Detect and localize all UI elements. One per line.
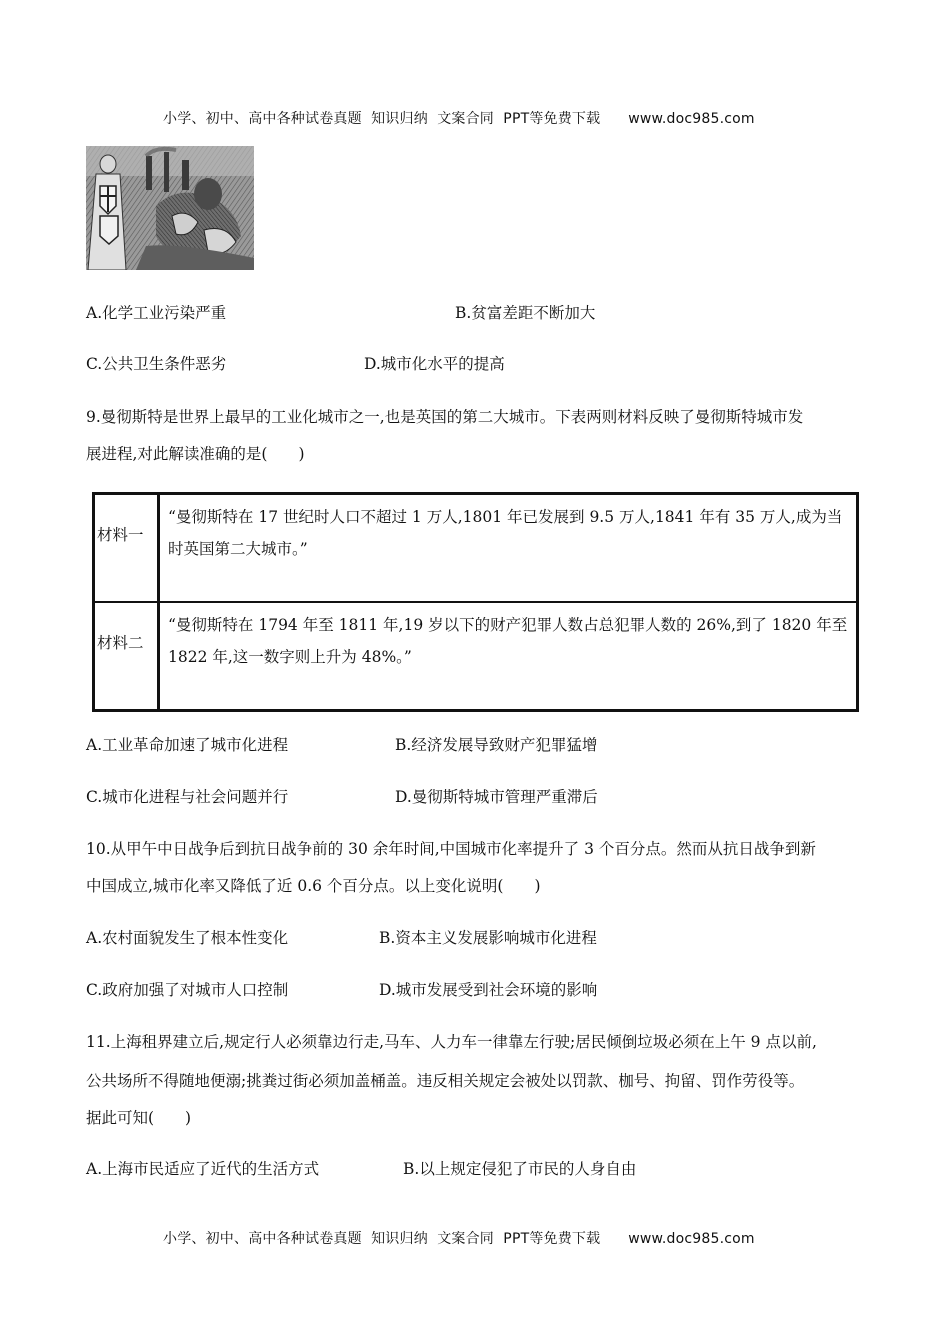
q11-option-b[interactable]: B.以上规定侵犯了市民的人身自由 xyxy=(403,1160,637,1178)
q8-option-c[interactable]: C.公共卫生条件恶劣 xyxy=(86,355,227,373)
q9-stem-line2: 展进程,对此解读准确的是( ) xyxy=(86,445,305,463)
q10-option-c[interactable]: C.政府加强了对城市人口控制 xyxy=(86,981,289,999)
q11-stem-line2: 公共场所不得随地便溺;挑粪过街必须加盖桶盖。违反相关规定会被处以罚款、枷号、拘留、罚作劳役等。 xyxy=(86,1072,805,1090)
table-row xyxy=(94,602,858,711)
q11-stem-line3: 据此可知( ) xyxy=(86,1109,192,1127)
q9-materials-table xyxy=(92,492,859,712)
q9-option-d[interactable]: D.曼彻斯特城市管理严重滞后 xyxy=(395,788,598,806)
q9-option-c[interactable]: C.城市化进程与社会问题并行 xyxy=(86,788,289,806)
q10-option-b[interactable]: B.资本主义发展影响城市化进程 xyxy=(379,929,597,947)
q9-option-a[interactable]: A.工业革命加速了城市化进程 xyxy=(86,736,289,754)
material-1-text: “曼彻斯特在 17 世纪时人口不超过 1 万人,1801 年已发展到 9.5 万人,1841 年有 35 万人,成为当时英国第二大城市。” xyxy=(159,494,858,603)
q9-option-b[interactable]: B.经济发展导致财产犯罪猛增 xyxy=(395,736,598,754)
q9-stem-line1: 9.曼彻斯特是世界上最早的工业化城市之一,也是英国的第二大城市。下表两则材料反映了曼彻斯特城市发 xyxy=(86,408,804,426)
q8-option-a[interactable]: A.化学工业污染严重 xyxy=(86,304,227,322)
table-row xyxy=(94,494,858,603)
q11-stem-line1: 11.上海租界建立后,规定行人必须靠边行走,马车、人力车一律靠左行驶;居民倾倒垃圾必须在上午 9 点以前, xyxy=(86,1033,817,1051)
material-2-label: 材料二 xyxy=(94,602,159,711)
page-footer: 小学、初中、高中各种试卷真题 知识归纳 文案合同 PPT等免费下载 www.doc985.com xyxy=(163,1231,755,1247)
material-2-text: “曼彻斯特在 1794 年至 1811 年,19 岁以下的财产犯罪人数占总犯罪人数的 26%,到了 1820 年至 1822 年,这一数字则上升为 48%。” xyxy=(159,602,858,711)
q10-option-a[interactable]: A.农村面貌发生了根本性变化 xyxy=(86,929,289,947)
page-header: 小学、初中、高中各种试卷真题 知识归纳 文案合同 PPT等免费下载 www.doc985.com xyxy=(163,111,755,127)
material-1-label: 材料一 xyxy=(94,494,159,603)
cartoon-image xyxy=(86,146,254,270)
q11-option-a[interactable]: A.上海市民适应了近代的生活方式 xyxy=(86,1160,320,1178)
q10-stem-line2: 中国成立,城市化率又降低了近 0.6 个百分点。以上变化说明( ) xyxy=(86,877,541,895)
q10-stem-line1: 10.从甲午中日战争后到抗日战争前的 30 余年时间,中国城市化率提升了 3 个百分点。然而从抗日战争到新 xyxy=(86,840,816,858)
cartoon-illustration xyxy=(86,146,254,270)
q8-option-b[interactable]: B.贫富差距不断加大 xyxy=(455,304,596,322)
q10-option-d[interactable]: D.城市发展受到社会环境的影响 xyxy=(379,981,598,999)
q8-option-d[interactable]: D.城市化水平的提高 xyxy=(364,355,505,373)
